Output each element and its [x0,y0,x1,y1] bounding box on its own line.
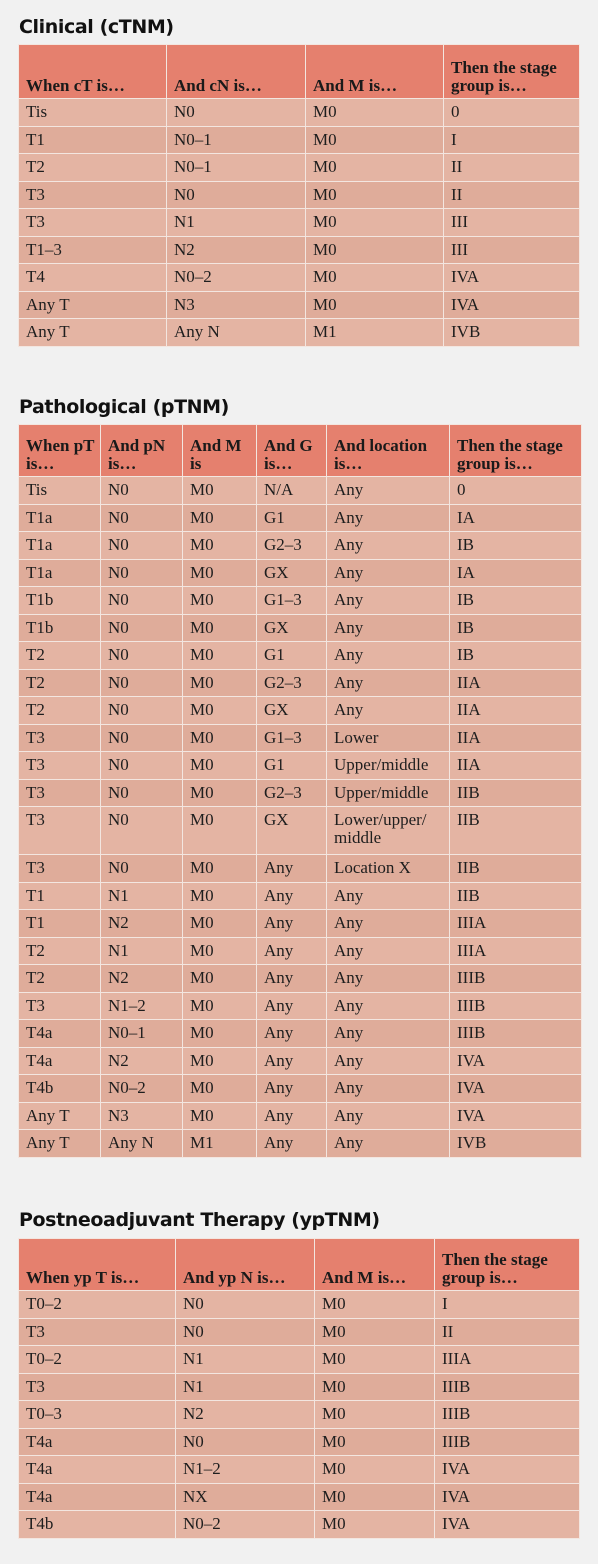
table-row [19,126,580,154]
table-cell: IVA [444,291,580,319]
table-cell: IVA [450,1075,582,1103]
table-cell: T3 [19,1318,176,1346]
table-cell: N0 [101,697,183,725]
table-cell: N0 [101,642,183,670]
table-row [19,669,582,697]
table-cell: T0–2 [19,1346,176,1374]
column-header: And pN is… [101,425,183,477]
table-row [19,724,582,752]
table-cell: Any [327,559,450,587]
table-cell: T1 [19,126,167,154]
table-cell: Any [257,1047,327,1075]
table-cell: T1b [19,614,101,642]
table-cell: III [444,209,580,237]
table-cell: N0 [176,1428,315,1456]
table-cell: N1 [167,209,306,237]
table-cell: M0 [183,559,257,587]
table-cell: IVB [450,1130,582,1158]
table-cell: IIIB [450,992,582,1020]
table-cell: IIIB [435,1428,580,1456]
column-header: Then the stage group is… [444,45,580,99]
table-row [19,1291,580,1319]
table-cell: Any [327,697,450,725]
table-cell: 0 [450,477,582,505]
table-cell: T3 [19,779,101,807]
table-cell: IVA [450,1047,582,1075]
table-cell: M0 [315,1456,435,1484]
table-cell: N1–2 [176,1456,315,1484]
table-cell: N0 [176,1291,315,1319]
table-cell: IB [450,614,582,642]
table-cell: N2 [176,1401,315,1429]
table-row [19,1318,580,1346]
column-header: When pT is… [19,425,101,477]
table-cell: M0 [315,1291,435,1319]
table-cell: Lower/upper/ middle [327,807,450,855]
table-cell: N0–1 [167,154,306,182]
table-cell: M0 [315,1373,435,1401]
table-cell: 0 [444,99,580,127]
table-cell: Any [327,1102,450,1130]
table-cell: Location X [327,855,450,883]
table-cell: III [444,236,580,264]
table-cell: T2 [19,697,101,725]
table-cell: N0 [101,532,183,560]
table-row [19,209,580,237]
column-header: When cT is… [19,45,167,99]
clinical-table [18,44,580,347]
table-cell: M0 [183,724,257,752]
table-cell: IVA [435,1456,580,1484]
table-row [19,587,582,615]
table-cell: Upper/middle [327,752,450,780]
table-cell: T4 [19,264,167,292]
column-header: And location is… [327,425,450,477]
table-cell: T3 [19,1373,176,1401]
table-cell: Any [257,937,327,965]
table-row [19,319,580,347]
table-cell: M0 [183,965,257,993]
table-row [19,264,580,292]
table-cell: Any T [19,1130,101,1158]
table-row [19,1020,582,1048]
table-cell: Any N [167,319,306,347]
table-cell: IIA [450,752,582,780]
table-cell: M0 [183,910,257,938]
table-cell: M0 [183,779,257,807]
column-header: And M is… [306,45,444,99]
table-row [19,1047,582,1075]
table-cell: IIIA [450,937,582,965]
table-cell: M0 [183,1075,257,1103]
table-cell: T2 [19,642,101,670]
table-cell: Any T [19,291,167,319]
table-cell: IB [450,642,582,670]
table-cell: Any [257,965,327,993]
table-cell: N0–2 [176,1511,315,1539]
table-row [19,181,580,209]
table-cell: Any [327,910,450,938]
table-row [19,291,580,319]
table-cell: IVA [444,264,580,292]
table-cell: G2–3 [257,532,327,560]
table-cell: N0 [176,1318,315,1346]
table-cell: IVA [435,1511,580,1539]
table-cell: Tis [19,477,101,505]
table-cell: IIA [450,697,582,725]
table-row [19,1346,580,1374]
column-header: And G is… [257,425,327,477]
table-cell: Any [327,477,450,505]
table-cell: N0–1 [101,1020,183,1048]
table-cell: Any T [19,1102,101,1130]
table-cell: IVB [444,319,580,347]
clinical-title: Clinical (cTNM) [19,16,174,38]
table-cell: M0 [183,477,257,505]
table-cell: M0 [183,752,257,780]
table-row [19,477,582,505]
table-cell: T4a [19,1456,176,1484]
table-cell: Any T [19,319,167,347]
table-cell: Any [257,1130,327,1158]
table-cell: T3 [19,752,101,780]
table-cell: T3 [19,209,167,237]
table-cell: N0 [101,807,183,855]
table-header-row [19,1239,580,1291]
table-cell: N0 [101,587,183,615]
table-cell: T1–3 [19,236,167,264]
table-cell: Any [257,1020,327,1048]
table-cell: M0 [183,937,257,965]
table-row [19,236,580,264]
table-row [19,614,582,642]
table-cell: IIA [450,669,582,697]
table-cell: M0 [306,209,444,237]
pathological-table [18,424,582,1158]
table-cell: T1b [19,587,101,615]
table-cell: N1 [101,937,183,965]
table-cell: Tis [19,99,167,127]
table-cell: IA [450,504,582,532]
table-cell: IIB [450,807,582,855]
table-cell: M0 [183,697,257,725]
table-row [19,992,582,1020]
table-cell: Any [327,1020,450,1048]
column-header: Then the stage group is… [435,1239,580,1291]
table-row [19,1511,580,1539]
table-cell: N2 [167,236,306,264]
table-cell: T1a [19,532,101,560]
table-cell: M0 [306,291,444,319]
table-cell: Any [327,669,450,697]
column-header: And M is… [315,1239,435,1291]
table-cell: N0 [101,724,183,752]
postneoadjuvant-title: Postneoadjuvant Therapy (ypTNM) [19,1209,380,1231]
table-cell: Any [257,910,327,938]
table-row [19,937,582,965]
table-row [19,154,580,182]
table-cell: M0 [183,882,257,910]
table-cell: N0–1 [167,126,306,154]
table-cell: G1–3 [257,724,327,752]
table-cell: N1 [176,1346,315,1374]
table-cell: IIA [450,724,582,752]
table-cell: M0 [183,1020,257,1048]
table-cell: T1 [19,882,101,910]
table-cell: M0 [306,236,444,264]
table-cell: GX [257,559,327,587]
table-cell: M0 [183,504,257,532]
table-cell: IA [450,559,582,587]
table-cell: N3 [101,1102,183,1130]
table-row [19,1373,580,1401]
table-cell: IIB [450,779,582,807]
table-cell: N0 [167,181,306,209]
table-cell: M0 [183,587,257,615]
table-cell: Any [327,965,450,993]
table-cell: M1 [183,1130,257,1158]
table-cell: Any [257,855,327,883]
table-header-row [19,425,582,477]
table-cell: M0 [315,1401,435,1429]
table-cell: G2–3 [257,669,327,697]
table-cell: Any [327,504,450,532]
table-cell: T2 [19,937,101,965]
table-row [19,1483,580,1511]
table-cell: M0 [183,614,257,642]
table-cell: M0 [315,1318,435,1346]
table-cell: Any [327,1075,450,1103]
table-cell: IIIA [435,1346,580,1374]
table-cell: IVA [435,1483,580,1511]
table-cell: T3 [19,724,101,752]
table-cell: Lower [327,724,450,752]
table-cell: Any [257,1075,327,1103]
table-row [19,532,582,560]
table-cell: T1a [19,504,101,532]
table-cell: Any [327,532,450,560]
table-cell: IIIB [435,1401,580,1429]
table-cell: T0–3 [19,1401,176,1429]
table-cell: Any [327,882,450,910]
table-cell: Any [327,992,450,1020]
table-cell: T3 [19,807,101,855]
table-cell: N3 [167,291,306,319]
table-cell: N2 [101,910,183,938]
table-cell: IB [450,532,582,560]
table-cell: T3 [19,855,101,883]
table-row [19,1456,580,1484]
table-cell: T2 [19,965,101,993]
table-cell: IIIB [435,1373,580,1401]
table-cell: T1 [19,910,101,938]
table-cell: M0 [183,642,257,670]
table-cell: T3 [19,181,167,209]
table-cell: M0 [183,669,257,697]
table-cell: T4a [19,1047,101,1075]
table-cell: G1 [257,752,327,780]
table-cell: M0 [315,1483,435,1511]
table-cell: I [444,126,580,154]
table-cell: T4a [19,1020,101,1048]
table-cell: N1 [176,1373,315,1401]
table-cell: T2 [19,669,101,697]
table-cell: T1a [19,559,101,587]
table-cell: Any [327,642,450,670]
table-cell: T2 [19,154,167,182]
table-cell: T3 [19,992,101,1020]
column-header: When yp T is… [19,1239,176,1291]
table-cell: M0 [315,1346,435,1374]
table-row [19,779,582,807]
table-cell: M0 [306,154,444,182]
table-row [19,855,582,883]
table-cell: N0–2 [167,264,306,292]
table-cell: Any [257,992,327,1020]
table-row [19,559,582,587]
table-cell: N1–2 [101,992,183,1020]
table-row [19,752,582,780]
table-cell: M0 [183,992,257,1020]
table-cell: N0 [167,99,306,127]
table-row [19,642,582,670]
table-cell: Any N [101,1130,183,1158]
table-cell: T4b [19,1075,101,1103]
table-cell: II [444,181,580,209]
table-cell: M0 [306,264,444,292]
table-cell: GX [257,697,327,725]
table-cell: M0 [183,855,257,883]
table-cell: M1 [306,319,444,347]
table-cell: M0 [183,1047,257,1075]
table-cell: G1 [257,504,327,532]
table-cell: Any [327,937,450,965]
table-cell: GX [257,807,327,855]
table-cell: M0 [315,1428,435,1456]
column-header: Then the stage group is… [450,425,582,477]
table-cell: NX [176,1483,315,1511]
table-cell: Any [327,614,450,642]
table-cell: G1 [257,642,327,670]
table-cell: IIB [450,882,582,910]
table-cell: T4a [19,1428,176,1456]
table-cell: N0–2 [101,1075,183,1103]
column-header: And yp N is… [176,1239,315,1291]
table-row [19,504,582,532]
table-cell: M0 [315,1511,435,1539]
table-cell: N1 [101,882,183,910]
table-cell: M0 [306,99,444,127]
postneoadjuvant-table [18,1238,580,1539]
table-cell: M0 [183,1102,257,1130]
table-cell: Any [327,587,450,615]
table-cell: M0 [306,126,444,154]
table-row [19,1130,582,1158]
table-cell: IIIA [450,910,582,938]
table-cell: N0 [101,559,183,587]
table-cell: Any [257,1102,327,1130]
table-cell: N0 [101,477,183,505]
table-cell: I [435,1291,580,1319]
table-cell: N0 [101,614,183,642]
table-cell: II [435,1318,580,1346]
table-cell: IVA [450,1102,582,1130]
pathological-title: Pathological (pTNM) [19,396,229,418]
table-cell: IIIB [450,1020,582,1048]
table-cell: IIB [450,855,582,883]
table-cell: IIIB [450,965,582,993]
table-row [19,1401,580,1429]
table-row [19,99,580,127]
table-cell: IB [450,587,582,615]
column-header: And M is [183,425,257,477]
table-cell: Any [257,882,327,910]
table-cell: N/A [257,477,327,505]
table-cell: N0 [101,504,183,532]
table-cell: G2–3 [257,779,327,807]
table-row [19,965,582,993]
table-cell: N2 [101,965,183,993]
column-header: And cN is… [167,45,306,99]
table-row [19,910,582,938]
table-cell: T4a [19,1483,176,1511]
table-cell: GX [257,614,327,642]
table-cell: N0 [101,779,183,807]
table-cell: T0–2 [19,1291,176,1319]
table-cell: M0 [183,807,257,855]
table-cell: M0 [183,532,257,560]
table-cell: N0 [101,669,183,697]
table-cell: Upper/middle [327,779,450,807]
table-row [19,697,582,725]
table-row [19,807,582,855]
table-cell: N0 [101,855,183,883]
table-header-row [19,45,580,99]
table-cell: T4b [19,1511,176,1539]
table-row [19,1102,582,1130]
table-row [19,882,582,910]
table-cell: II [444,154,580,182]
table-cell: N2 [101,1047,183,1075]
table-row [19,1428,580,1456]
table-cell: Any [327,1047,450,1075]
table-cell: N0 [101,752,183,780]
table-cell: G1–3 [257,587,327,615]
table-row [19,1075,582,1103]
table-cell: M0 [306,181,444,209]
table-cell: Any [327,1130,450,1158]
